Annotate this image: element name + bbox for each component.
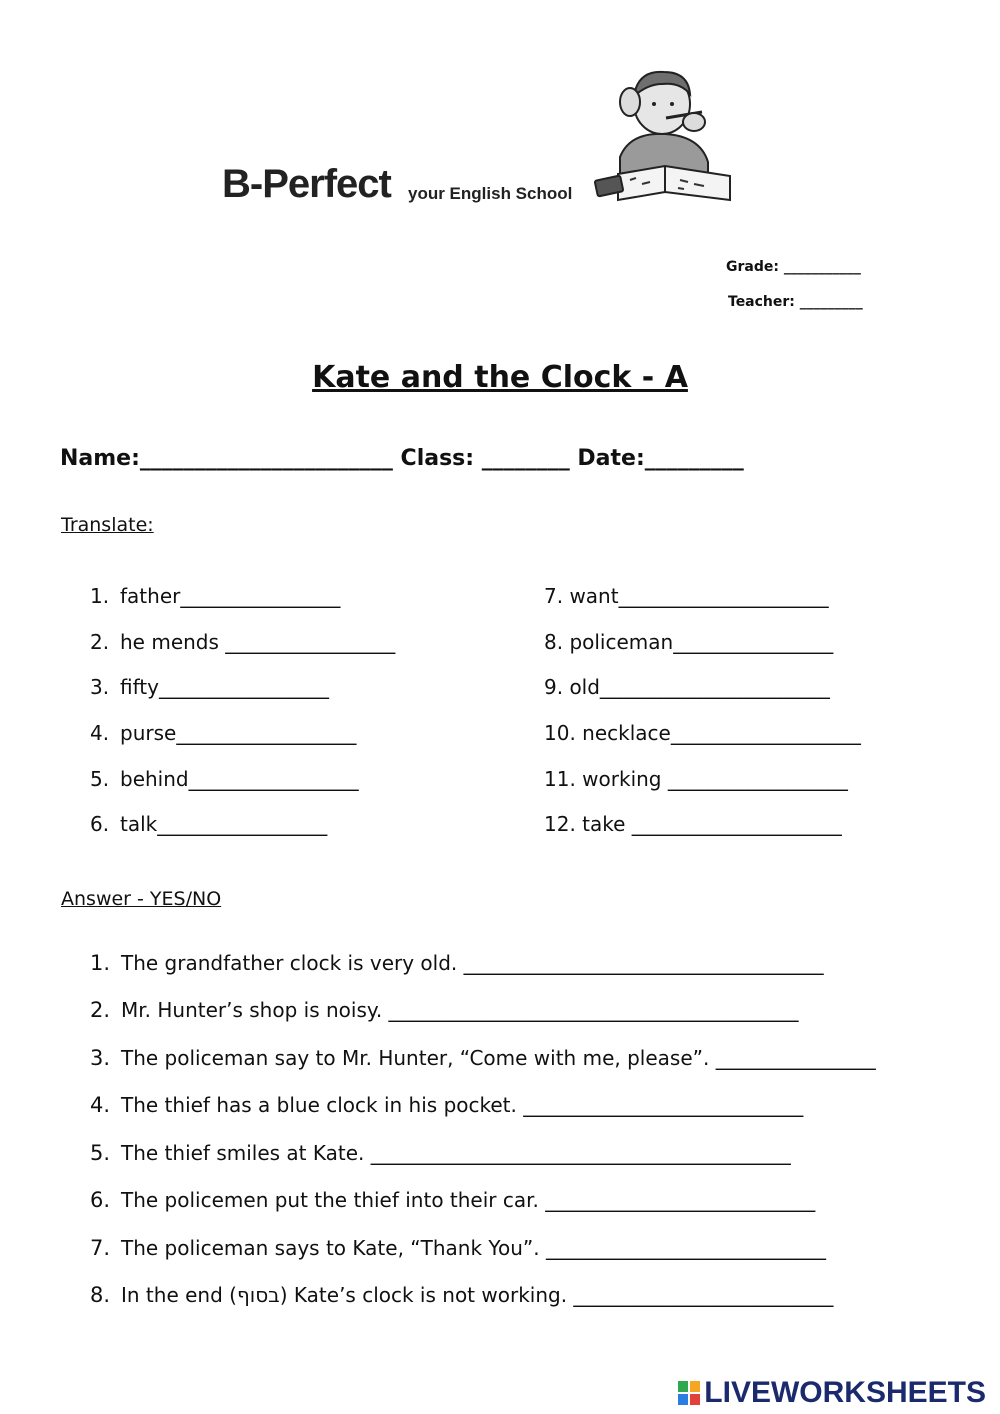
item-text: purse__________________ <box>120 721 357 745</box>
question-8[interactable] <box>90 1283 833 1307</box>
item-text: fifty_________________ <box>120 675 329 699</box>
item-number: 3. <box>90 675 110 699</box>
question-6[interactable] <box>90 1188 815 1212</box>
question-4[interactable] <box>90 1093 803 1117</box>
translate-item-6[interactable] <box>90 812 327 836</box>
question-5[interactable] <box>90 1141 791 1165</box>
item-number: 5. <box>90 767 110 791</box>
question-2[interactable] <box>90 998 799 1022</box>
translate-item-4[interactable] <box>90 721 356 745</box>
translate-item-12[interactable]: 12. take _____________________ <box>544 812 842 836</box>
question-text: Mr. Hunter’s shop is noisy. _________________________________________ <box>121 998 799 1022</box>
question-1[interactable] <box>90 951 824 975</box>
item-text: behind_________________ <box>120 767 359 791</box>
item-number: 1. <box>90 584 110 608</box>
question-text: The grandfather clock is very old. ____________________________________ <box>121 951 824 975</box>
grade-field[interactable]: Grade: ___________ <box>726 259 861 275</box>
boy-studying-illustration <box>590 62 740 212</box>
translate-item-7[interactable]: 7. want_____________________ <box>544 584 829 608</box>
question-text: The policemen put the thief into their car. ___________________________ <box>121 1188 816 1212</box>
school-logo-subtitle: your English School <box>408 184 573 203</box>
question-number: 3. <box>90 1046 111 1070</box>
item-text: he mends _________________ <box>120 630 396 654</box>
school-logo-title: B-Perfect <box>222 162 391 206</box>
question-number: 8. <box>90 1283 111 1307</box>
answer-heading: Answer - YES/NO <box>61 888 222 910</box>
item-text: talk_________________ <box>120 812 328 836</box>
translate-item-2[interactable] <box>90 630 395 654</box>
teacher-field[interactable]: Teacher: _________ <box>728 294 863 310</box>
translate-item-8[interactable]: 8. policeman________________ <box>544 630 834 654</box>
question-number: 5. <box>90 1141 111 1165</box>
translate-item-1[interactable] <box>90 584 340 608</box>
page-title: Kate and the Clock - A <box>312 360 688 395</box>
translate-item-5[interactable] <box>90 767 359 791</box>
question-text: The policeman say to Mr. Hunter, “Come with me, please”. ________________ <box>121 1046 876 1070</box>
question-7[interactable] <box>90 1236 826 1260</box>
translate-item-10[interactable]: 10. necklace___________________ <box>544 721 861 745</box>
translate-item-11[interactable]: 11. working __________________ <box>544 767 848 791</box>
item-number: 2. <box>90 630 110 654</box>
question-text: The thief smiles at Kate. __________________________________________ <box>121 1141 791 1165</box>
question-text: In the end (בסוף) Kate’s clock is not working. __________________________ <box>121 1283 834 1307</box>
student-info-line[interactable]: Name:_______________________ Class: ________ Date:_________ <box>60 446 744 471</box>
question-text: The policeman says to Kate, “Thank You”. ____________________________ <box>121 1236 826 1260</box>
question-number: 6. <box>90 1188 111 1212</box>
translate-item-9[interactable]: 9. old_______________________ <box>544 675 830 699</box>
watermark-text: LIVEWORKSHEETS <box>704 1376 986 1409</box>
question-3[interactable] <box>90 1046 876 1070</box>
item-number: 4. <box>90 721 110 745</box>
question-number: 2. <box>90 998 111 1022</box>
liveworksheets-watermark <box>678 1376 986 1410</box>
translate-item-3[interactable] <box>90 675 329 699</box>
item-number: 6. <box>90 812 110 836</box>
question-number: 7. <box>90 1236 111 1260</box>
question-text: The thief has a blue clock in his pocket. ____________________________ <box>121 1093 804 1117</box>
liveworksheets-logo-icon <box>678 1381 700 1405</box>
question-number: 1. <box>90 951 111 975</box>
question-number: 4. <box>90 1093 111 1117</box>
item-text: father________________ <box>120 584 341 608</box>
translate-heading: Translate: <box>61 514 154 536</box>
